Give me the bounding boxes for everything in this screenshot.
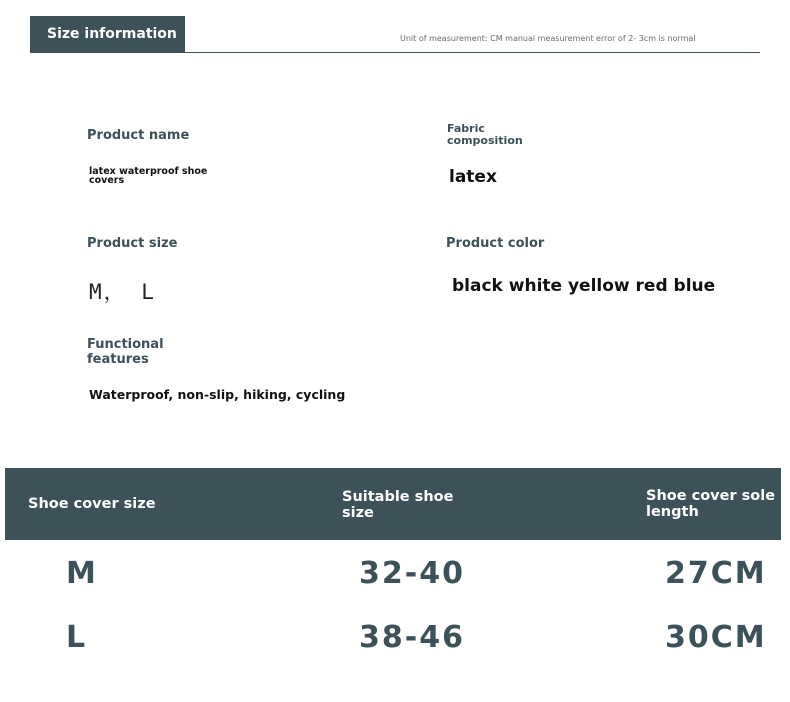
table-row-1-sole-length: 30CM — [665, 620, 767, 655]
table-row-0-size: M — [66, 556, 98, 591]
product-name-label: Product name — [87, 128, 190, 143]
product-name-value — [89, 167, 207, 185]
table-row-1-size: L — [66, 620, 88, 655]
header-sole-length — [646, 488, 775, 520]
header-sole-line2: length — [646, 504, 699, 520]
header-shoe-cover-size: Shoe cover size — [28, 496, 156, 512]
size-information-tab — [30, 16, 185, 53]
product-size-label: Product size — [87, 236, 178, 251]
product-name-value-line1: latex waterproof shoe — [89, 166, 208, 177]
size-information-title: Size information — [47, 26, 177, 42]
table-row-0-sole-length: 27CM — [665, 556, 767, 591]
product-color-value: black white yellow red blue — [452, 276, 716, 296]
product-size-value: M， L — [89, 280, 156, 304]
header-divider — [30, 52, 760, 53]
table-row-1-shoe-size: 38-46 — [359, 620, 465, 655]
fabric-composition-label — [447, 123, 523, 147]
product-name-value-line2: covers — [89, 175, 125, 186]
functional-label-line2: features — [87, 352, 149, 367]
fabric-label-line1: Fabric — [447, 122, 485, 135]
functional-label-line1: Functional — [87, 337, 164, 352]
fabric-label-line2: composition — [447, 134, 523, 147]
header-suitable-shoe-size — [342, 489, 453, 521]
table-row-0-shoe-size: 32-40 — [359, 556, 465, 591]
functional-features-value: Waterproof, non-slip, hiking, cycling — [89, 387, 346, 402]
unit-note: Unit of measurement: CM manual measurement error of 2- 3cm is normal — [400, 34, 696, 43]
product-color-label: Product color — [446, 236, 545, 251]
header-suitable-line2: size — [342, 505, 374, 521]
header-suitable-line1: Suitable shoe — [342, 489, 454, 505]
fabric-composition-value: latex — [449, 167, 497, 187]
header-sole-line1: Shoe cover sole — [646, 488, 776, 504]
functional-features-label — [87, 337, 164, 367]
